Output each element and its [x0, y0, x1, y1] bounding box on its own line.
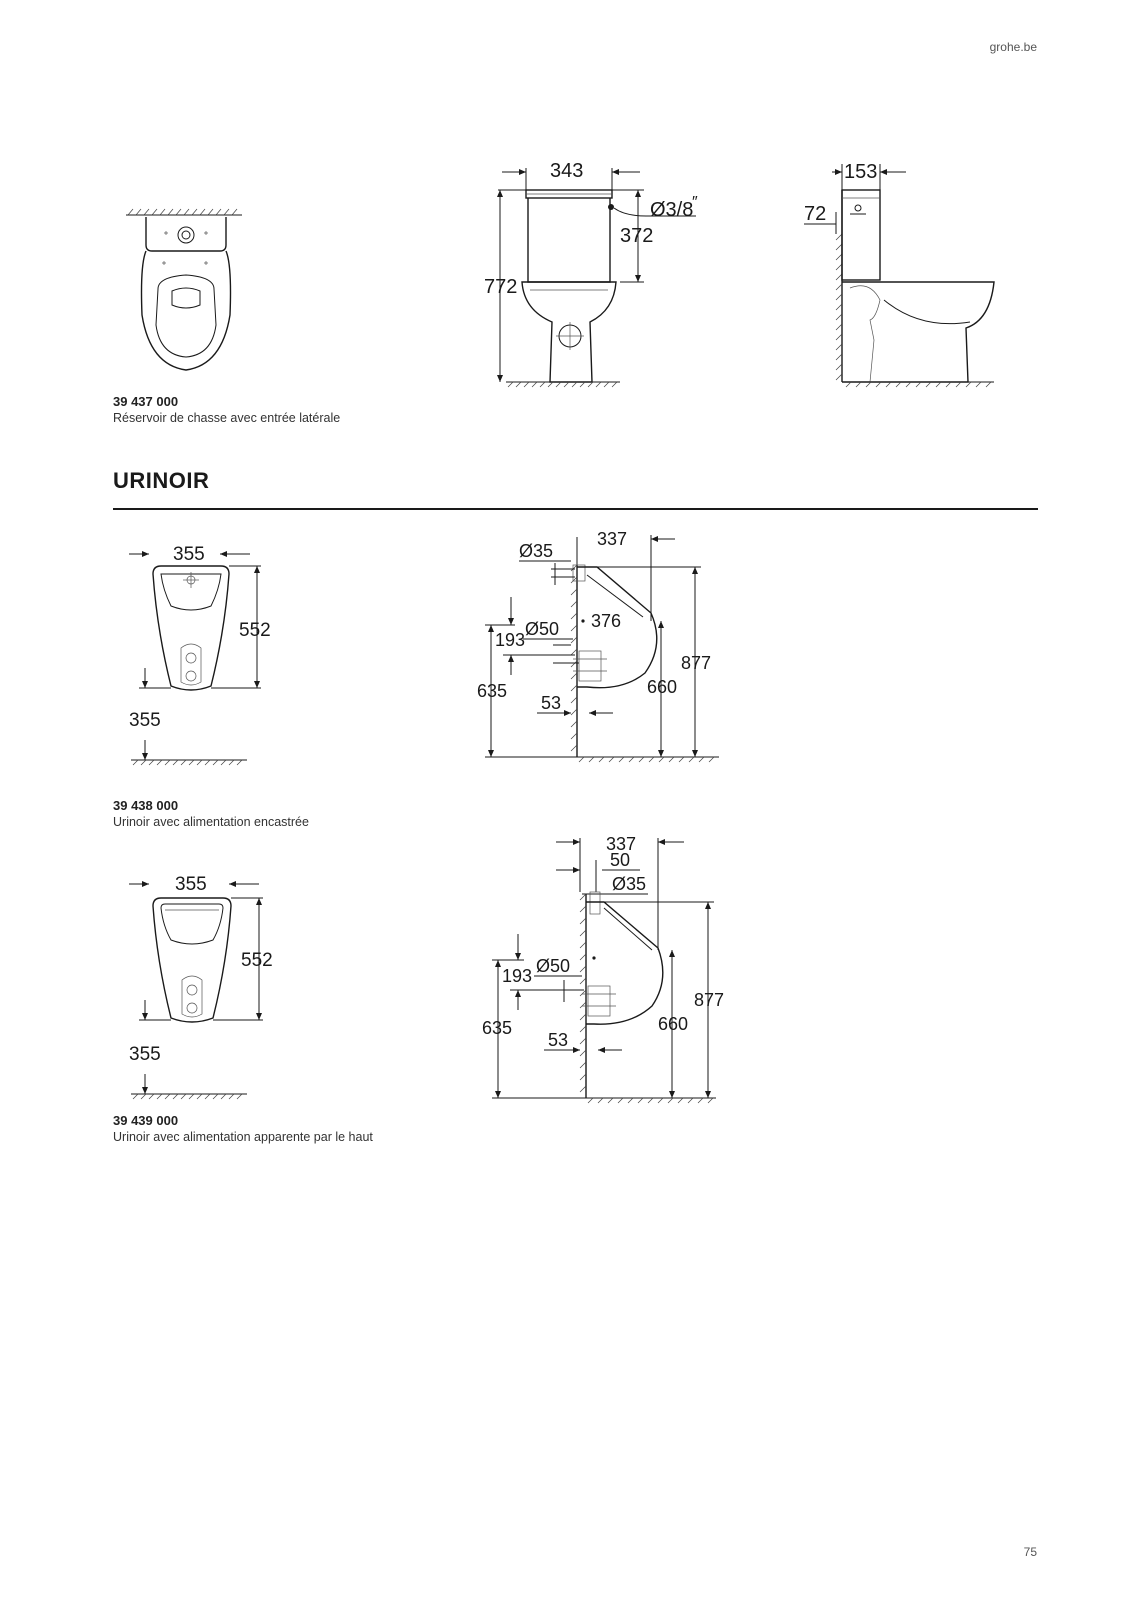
urinal2-height-label: 552 — [241, 950, 273, 971]
product-description: Réservoir de chasse avec entrée latérale — [113, 411, 341, 425]
urinal1-floor-label: 355 — [129, 710, 161, 731]
urinal1-spacing-label: 376 — [591, 611, 622, 631]
wc-width-label: 343 — [550, 160, 584, 182]
wc-side-top-label: 153 — [844, 161, 878, 183]
urinal1-front-view-drawing — [125, 540, 285, 785]
urinal1-outlet-height-label: 635 — [477, 681, 508, 701]
urinal2-outlet-offset-label: 193 — [502, 966, 533, 986]
urinal1-rim-height-label: 660 — [647, 677, 678, 697]
product-description: Urinoir avec alimentation apparente par le haut — [113, 1130, 373, 1144]
urinal2-width-label: 355 — [175, 874, 207, 895]
urinal2-inlet-label: Ø35 — [612, 874, 647, 894]
urinal1-outlet-label: Ø50 — [525, 619, 560, 639]
urinal2-side-view-drawing — [480, 830, 740, 1120]
urinal1-height-label: 552 — [239, 620, 271, 641]
section-divider — [113, 508, 1038, 510]
urinal1-side-view-drawing — [475, 525, 735, 780]
urinal2-inlet-offset-label: 50 — [610, 850, 631, 870]
urinal2-total-height-label: 877 — [694, 990, 725, 1010]
product-code: 39 439 000 — [113, 1113, 179, 1128]
wc-side-view-drawing — [800, 150, 1020, 395]
product-code: 39 438 000 — [113, 798, 179, 813]
urinal2-outlet-depth-label: 53 — [548, 1030, 569, 1050]
urinal1-outlet-depth-label: 53 — [541, 693, 562, 713]
urinal1-inlet-label: Ø35 — [519, 541, 554, 561]
urinal2-outlet-label: Ø50 — [536, 956, 571, 976]
urinal1-width-label: 355 — [173, 544, 205, 565]
wc-height-label: 772 — [484, 276, 518, 298]
wc-side-offset-label: 72 — [804, 203, 827, 225]
wc-inlet-inch-mark: ″ — [692, 194, 698, 211]
section-title: URINOIR — [113, 468, 210, 493]
urinal2-depth-label: 337 — [606, 834, 637, 854]
product-code: 39 437 000 — [113, 394, 179, 409]
wc-inlet-label: Ø3/8 — [650, 199, 694, 221]
urinal2-rim-height-label: 660 — [658, 1014, 689, 1034]
wc-top-view-drawing — [120, 205, 250, 380]
site-url: grohe.be — [989, 40, 1037, 54]
urinal2-outlet-height-label: 635 — [482, 1018, 513, 1038]
urinal1-depth-label: 337 — [597, 529, 628, 549]
wall-hatch — [126, 209, 242, 215]
urinal2-floor-label: 355 — [129, 1044, 161, 1065]
wc-tank-height-label: 372 — [620, 225, 654, 247]
product-description: Urinoir avec alimentation encastrée — [113, 815, 309, 829]
urinal2-front-view-drawing — [125, 870, 285, 1110]
urinal1-total-height-label: 877 — [681, 653, 712, 673]
wc-front-view-drawing — [480, 150, 730, 395]
urinal1-outlet-offset-label: 193 — [495, 630, 526, 650]
page-number: 75 — [1023, 1545, 1037, 1559]
